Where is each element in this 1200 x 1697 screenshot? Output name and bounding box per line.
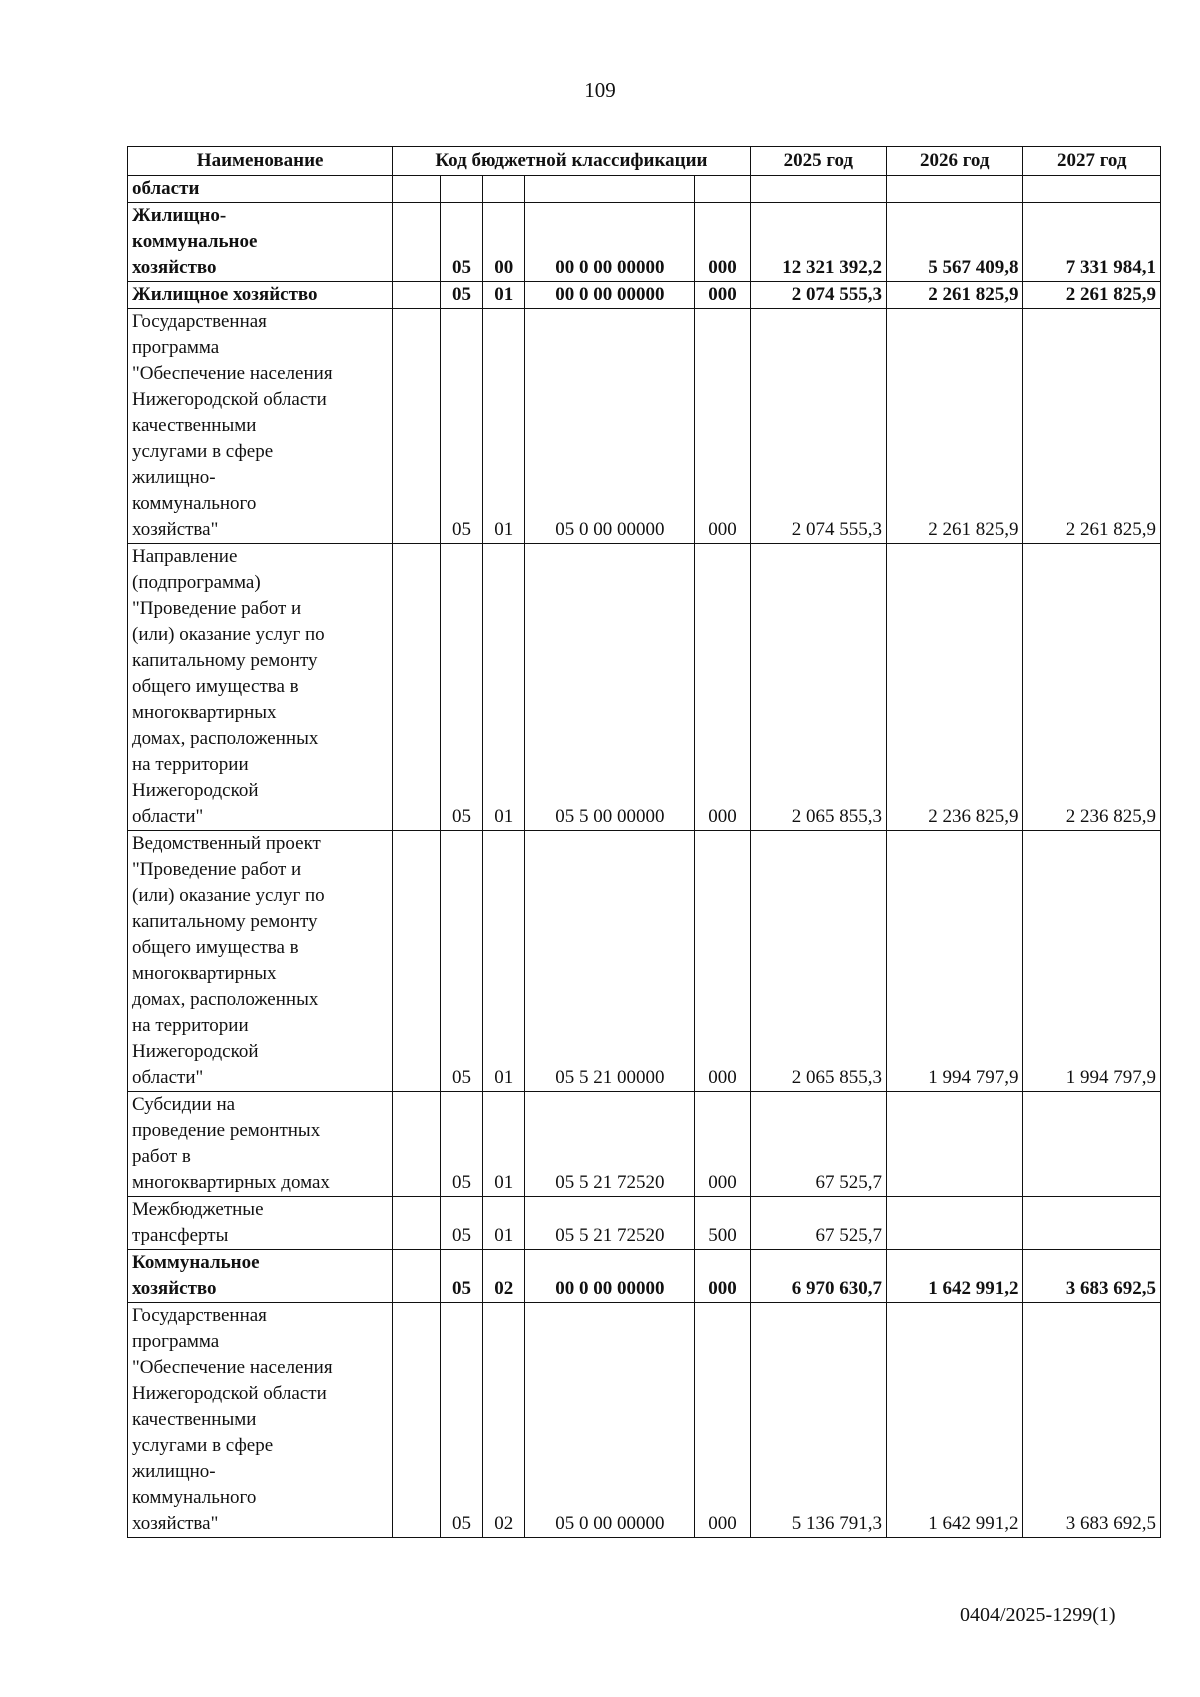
row-pr: 02 xyxy=(483,1250,525,1303)
row-2026: 2 261 825,9 xyxy=(887,309,1023,544)
row-rz: 05 xyxy=(440,1303,482,1538)
row-2025: 12 321 392,2 xyxy=(750,203,886,282)
row-pr: 01 xyxy=(483,282,525,309)
row-csr: 05 5 21 72520 xyxy=(525,1092,695,1197)
table-row xyxy=(128,544,1161,831)
row-vr: 000 xyxy=(695,1303,750,1538)
row-csr: 05 0 00 00000 xyxy=(525,1303,695,1538)
row-rz: 05 xyxy=(440,309,482,544)
header-2026: 2026 год xyxy=(887,147,1023,176)
row-rz: 05 xyxy=(440,1092,482,1197)
row-ved xyxy=(393,176,441,203)
row-2026 xyxy=(887,1092,1023,1197)
row-2025: 67 525,7 xyxy=(750,1197,886,1250)
row-rz: 05 xyxy=(440,831,482,1092)
row-vr: 000 xyxy=(695,203,750,282)
row-2027 xyxy=(1023,1092,1161,1197)
row-2026: 5 567 409,8 xyxy=(887,203,1023,282)
row-name: Жилищно- коммунальное хозяйство xyxy=(128,203,393,282)
row-2025: 67 525,7 xyxy=(750,1092,886,1197)
row-csr: 05 5 21 72520 xyxy=(525,1197,695,1250)
row-2026: 2 261 825,9 xyxy=(887,282,1023,309)
row-2027: 1 994 797,9 xyxy=(1023,831,1161,1092)
table-row xyxy=(128,831,1161,1092)
row-csr: 05 5 21 00000 xyxy=(525,831,695,1092)
row-ved xyxy=(393,309,441,544)
table-row xyxy=(128,309,1161,544)
row-name: Направление (подпрограмма) "Проведение работ и (или) оказание услуг по капитальному ремонту общего имущества в многоквартирных домах, расположенных на территории Нижегородской области" xyxy=(128,544,393,831)
row-2026: 1 994 797,9 xyxy=(887,831,1023,1092)
row-ved xyxy=(393,1197,441,1250)
row-name: Ведомственный проект "Проведение работ и (или) оказание услуг по капитальному ремонту общего имущества в многоквартирных домах, расположенных на территории Нижегородской области" xyxy=(128,831,393,1092)
row-2027: 7 331 984,1 xyxy=(1023,203,1161,282)
row-ved xyxy=(393,203,441,282)
row-csr: 00 0 00 00000 xyxy=(525,203,695,282)
row-2025 xyxy=(750,176,886,203)
document-code: 0404/2025-1299(1) xyxy=(960,1604,1116,1626)
row-vr: 000 xyxy=(695,1092,750,1197)
row-csr: 00 0 00 00000 xyxy=(525,282,695,309)
row-2027: 3 683 692,5 xyxy=(1023,1250,1161,1303)
row-ved xyxy=(393,831,441,1092)
row-pr: 01 xyxy=(483,544,525,831)
row-ved xyxy=(393,282,441,309)
row-name: Коммунальное хозяйство xyxy=(128,1250,393,1303)
row-vr: 500 xyxy=(695,1197,750,1250)
row-name: Государственная программа "Обеспечение населения Нижегородской области качественными услугами в сфере жилищно- коммунального хозяйства" xyxy=(128,309,393,544)
row-2025: 2 065 855,3 xyxy=(750,544,886,831)
row-2025: 2 074 555,3 xyxy=(750,282,886,309)
row-vr: 000 xyxy=(695,831,750,1092)
row-vr: 000 xyxy=(695,309,750,544)
row-ved xyxy=(393,1250,441,1303)
row-pr: 01 xyxy=(483,1197,525,1250)
row-csr: 00 0 00 00000 xyxy=(525,1250,695,1303)
row-vr: 000 xyxy=(695,282,750,309)
row-name: Государственная программа "Обеспечение населения Нижегородской области качественными услугами в сфере жилищно- коммунального хозяйства" xyxy=(128,1303,393,1538)
row-2027: 2 236 825,9 xyxy=(1023,544,1161,831)
row-vr xyxy=(695,176,750,203)
row-pr: 01 xyxy=(483,831,525,1092)
row-2027: 2 261 825,9 xyxy=(1023,282,1161,309)
row-pr: 00 xyxy=(483,203,525,282)
row-ved xyxy=(393,1303,441,1538)
row-rz: 05 xyxy=(440,203,482,282)
header-2025: 2025 год xyxy=(750,147,886,176)
row-csr xyxy=(525,176,695,203)
row-2025: 2 065 855,3 xyxy=(750,831,886,1092)
row-pr: 02 xyxy=(483,1303,525,1538)
row-csr: 05 5 00 00000 xyxy=(525,544,695,831)
row-name: Жилищное хозяйство xyxy=(128,282,393,309)
table-row xyxy=(128,1092,1161,1197)
table-header-row xyxy=(128,147,1161,176)
row-2025: 5 136 791,3 xyxy=(750,1303,886,1538)
row-pr: 01 xyxy=(483,309,525,544)
row-pr xyxy=(483,176,525,203)
row-vr: 000 xyxy=(695,544,750,831)
row-2026: 1 642 991,2 xyxy=(887,1250,1023,1303)
row-rz: 05 xyxy=(440,1197,482,1250)
table-row xyxy=(128,176,1161,203)
header-code: Код бюджетной классификации xyxy=(393,147,750,176)
row-rz: 05 xyxy=(440,282,482,309)
header-name: Наименование xyxy=(128,147,393,176)
row-ved xyxy=(393,1092,441,1197)
row-csr: 05 0 00 00000 xyxy=(525,309,695,544)
row-rz: 05 xyxy=(440,544,482,831)
table-row xyxy=(128,203,1161,282)
table-row xyxy=(128,1250,1161,1303)
row-rz: 05 xyxy=(440,1250,482,1303)
header-2027: 2027 год xyxy=(1023,147,1161,176)
row-2025: 6 970 630,7 xyxy=(750,1250,886,1303)
page-number: 109 xyxy=(584,78,616,102)
row-2027 xyxy=(1023,176,1161,203)
row-pr: 01 xyxy=(483,1092,525,1197)
table-row xyxy=(128,282,1161,309)
row-ved xyxy=(393,544,441,831)
row-2026: 1 642 991,2 xyxy=(887,1303,1023,1538)
row-name: Межбюджетные трансферты xyxy=(128,1197,393,1250)
row-rz xyxy=(440,176,482,203)
row-2027: 3 683 692,5 xyxy=(1023,1303,1161,1538)
row-name: Субсидии на проведение ремонтных работ в многоквартирных домах xyxy=(128,1092,393,1197)
row-name: области xyxy=(128,176,393,203)
row-2027 xyxy=(1023,1197,1161,1250)
row-2025: 2 074 555,3 xyxy=(750,309,886,544)
row-2026: 2 236 825,9 xyxy=(887,544,1023,831)
row-2026 xyxy=(887,176,1023,203)
row-vr: 000 xyxy=(695,1250,750,1303)
table-row xyxy=(128,1303,1161,1538)
row-2026 xyxy=(887,1197,1023,1250)
row-2027: 2 261 825,9 xyxy=(1023,309,1161,544)
budget-table xyxy=(127,146,1161,1538)
table-row xyxy=(128,1197,1161,1250)
